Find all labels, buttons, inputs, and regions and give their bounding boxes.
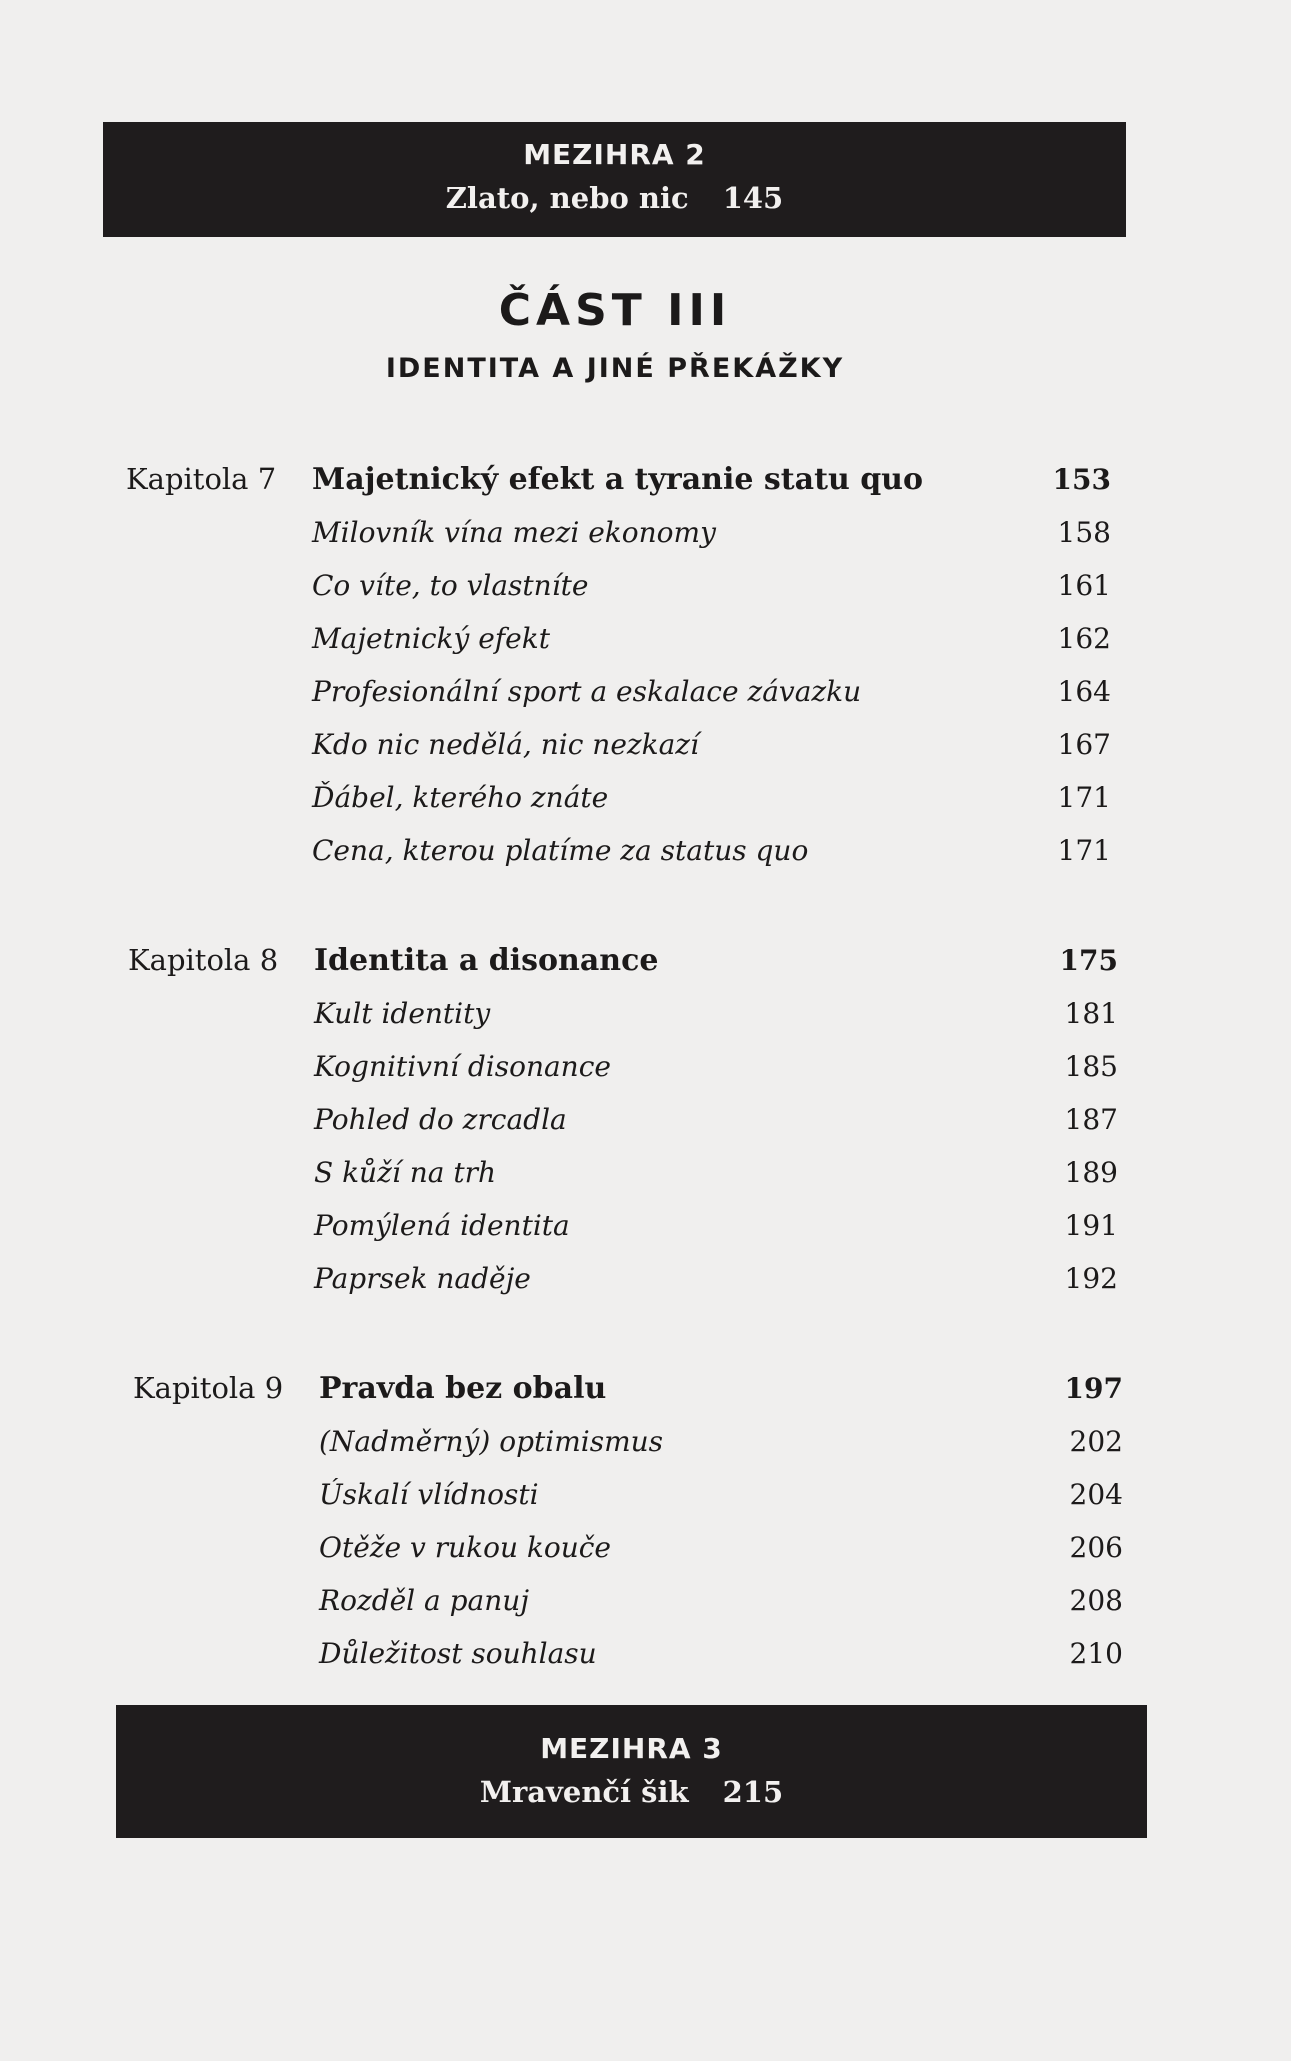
section-page: 187 (1064, 1103, 1118, 1136)
chapter-8 (128, 934, 1118, 1305)
section-page: 185 (1064, 1050, 1118, 1083)
section-page: 192 (1064, 1262, 1118, 1295)
interlude-label: MEZIHRA 3 (540, 1732, 723, 1765)
section-title: Úskalí vlídnosti (319, 1478, 539, 1511)
section-title: Co víte, to vlastníte (312, 569, 589, 602)
section-title: Kult identity (314, 997, 491, 1030)
chapter-title: Pravda bez obalu (319, 1371, 607, 1406)
section-title: Ďábel, kterého znáte (312, 781, 609, 814)
chapter-heading-row (126, 453, 1111, 506)
section-row (128, 1040, 1118, 1093)
section-row (126, 771, 1111, 824)
section-title: Profesionální sport a eskalace závazku (312, 675, 862, 708)
section-row (126, 718, 1111, 771)
section-title: Milovník vína mezi ekonomy (312, 516, 716, 549)
chapter-title: Identita a disonance (314, 943, 659, 978)
section-title: (Nadměrný) optimismus (319, 1425, 664, 1458)
section-page: 206 (1069, 1531, 1123, 1564)
section-row (133, 1468, 1123, 1521)
section-page: 167 (1057, 728, 1111, 761)
section-row (126, 824, 1111, 877)
chapter-9 (133, 1362, 1123, 1680)
chapter-heading-row (128, 934, 1118, 987)
section-title: Pomýlená identita (314, 1209, 570, 1242)
section-page: 162 (1057, 622, 1111, 655)
section-row (128, 987, 1118, 1040)
section-title: Důležitost souhlasu (319, 1637, 597, 1670)
section-row (133, 1627, 1123, 1680)
chapter-heading-row (133, 1362, 1123, 1415)
section-row (126, 506, 1111, 559)
section-page: 171 (1057, 834, 1111, 867)
section-page: 158 (1057, 516, 1111, 549)
section-title: Pohled do zrcadla (314, 1103, 567, 1136)
section-title: Rozděl a panuj (319, 1584, 529, 1617)
part-subtitle: IDENTITA A JINÉ PŘEKÁŽKY (385, 353, 845, 384)
section-title: Kognitivní disonance (314, 1050, 611, 1083)
chapter-number: Kapitola 8 (128, 943, 279, 977)
interlude-banner-top (103, 122, 1126, 237)
section-row (128, 1199, 1118, 1252)
section-page: 210 (1069, 1637, 1123, 1670)
interlude-title: Zlato, nebo nic (445, 181, 689, 215)
section-row (133, 1415, 1123, 1468)
chapter-number: Kapitola 9 (133, 1371, 284, 1405)
section-title: Otěže v rukou kouče (319, 1531, 612, 1564)
chapter-number: Kapitola 7 (126, 462, 277, 496)
chapter-title: Majetnický efekt a tyranie statu quo (312, 462, 924, 497)
section-page: 171 (1057, 781, 1111, 814)
section-row (128, 1252, 1118, 1305)
section-page: 181 (1064, 997, 1118, 1030)
section-row (133, 1521, 1123, 1574)
chapter-page: 153 (1052, 463, 1111, 496)
section-page: 202 (1069, 1425, 1123, 1458)
section-row (126, 559, 1111, 612)
section-row (133, 1574, 1123, 1627)
interlude-page: 215 (722, 1775, 784, 1809)
section-page: 191 (1064, 1209, 1118, 1242)
section-title: Kdo nic nedělá, nic nezkazí (312, 728, 700, 761)
chapter-7 (126, 453, 1111, 877)
part-title: ČÁST III (498, 285, 732, 336)
section-title: S kůží na trh (314, 1156, 496, 1189)
section-page: 161 (1057, 569, 1111, 602)
interlude-banner-bottom (116, 1705, 1147, 1838)
section-title: Majetnický efekt (312, 622, 550, 655)
section-page: 164 (1057, 675, 1111, 708)
interlude-title: Mravenčí šik (479, 1775, 689, 1809)
section-row (128, 1093, 1118, 1146)
interlude-title-line (103, 181, 1126, 215)
section-row (128, 1146, 1118, 1199)
interlude-page: 145 (722, 181, 784, 215)
section-page: 208 (1069, 1584, 1123, 1617)
section-page: 204 (1069, 1478, 1123, 1511)
section-title: Cena, kterou platíme za status quo (312, 834, 809, 867)
chapter-page: 197 (1064, 1372, 1123, 1405)
section-page: 189 (1064, 1156, 1118, 1189)
section-row (126, 665, 1111, 718)
section-row (126, 612, 1111, 665)
interlude-title-line (116, 1775, 1147, 1809)
interlude-label: MEZIHRA 2 (523, 138, 706, 171)
chapter-page: 175 (1059, 944, 1118, 977)
section-title: Paprsek naděje (314, 1262, 531, 1295)
